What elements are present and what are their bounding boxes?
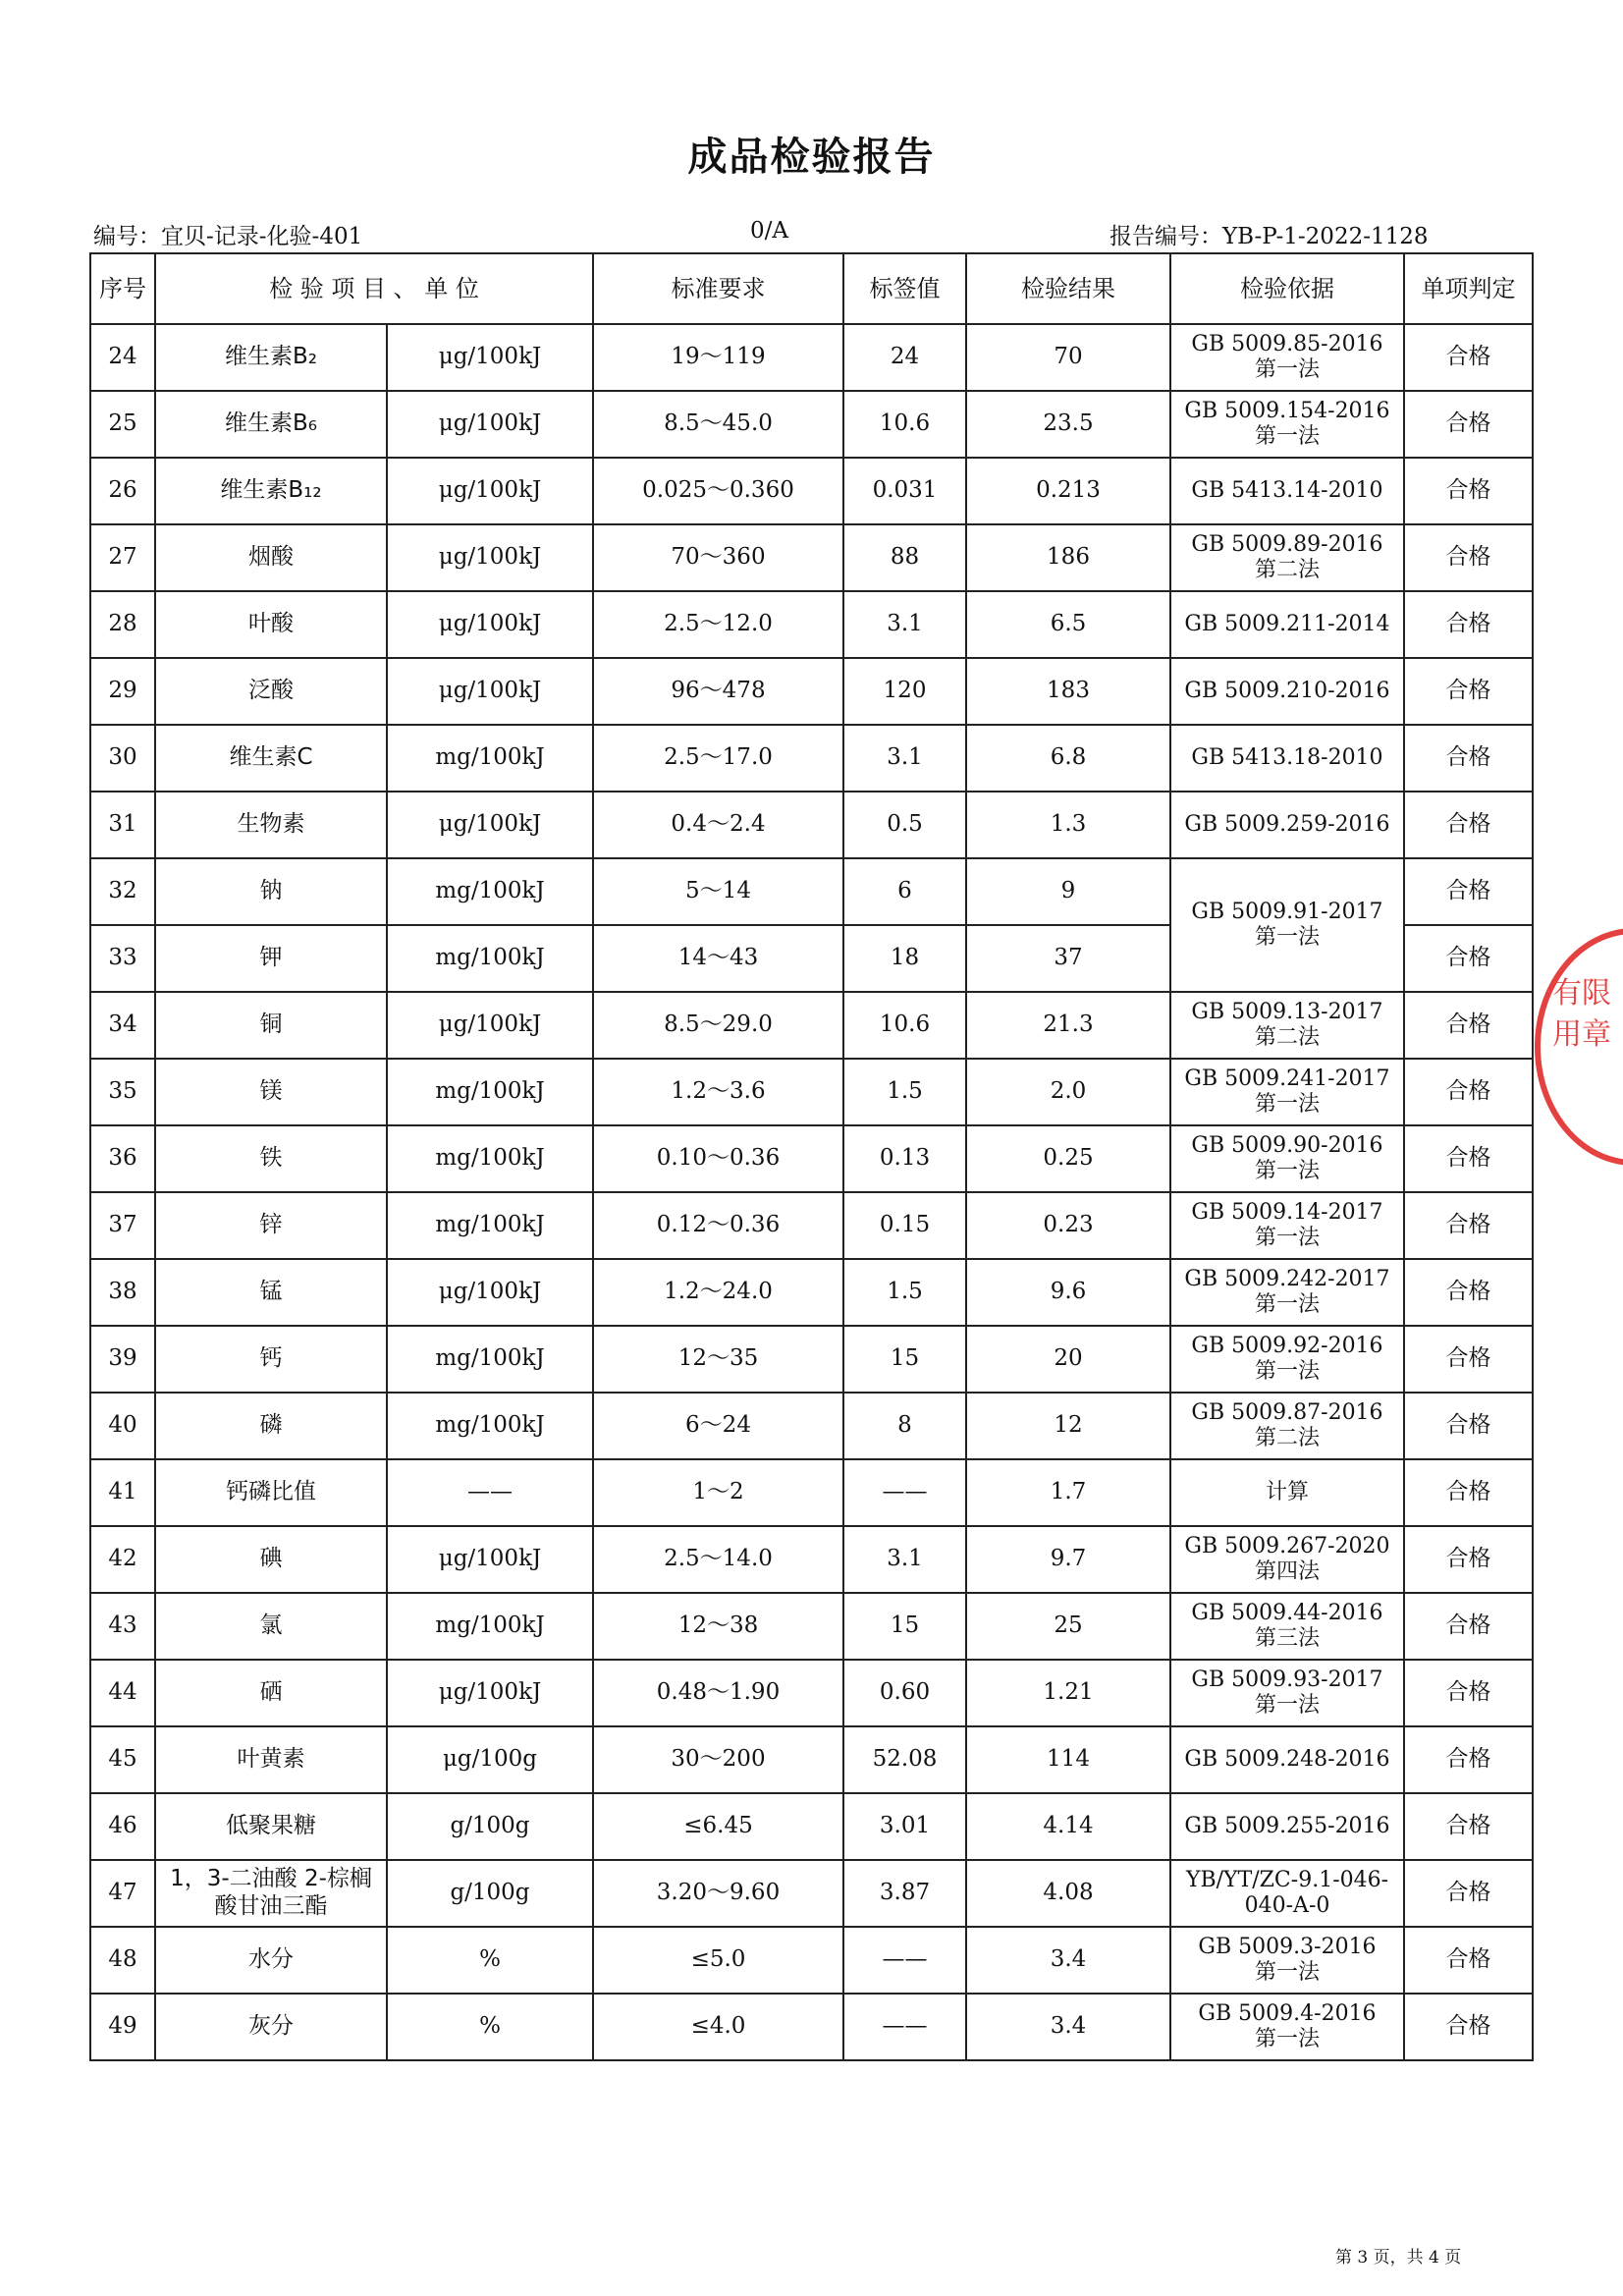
cell-seq: 33: [90, 925, 155, 992]
cell-result: 183: [966, 658, 1170, 725]
cell-item: 泛酸: [155, 658, 387, 725]
cell-unit: mg/100kJ: [387, 725, 593, 792]
cell-result: 4.08: [966, 1860, 1170, 1927]
cell-unit: mg/100kJ: [387, 1393, 593, 1459]
cell-item: 叶黄素: [155, 1726, 387, 1793]
basis-standard: GB 5009.255-2016: [1184, 1813, 1390, 1838]
cell-unit: μg/100kJ: [387, 524, 593, 591]
basis-method: 第一法: [1254, 1960, 1320, 1985]
cell-basis: [1170, 1526, 1404, 1593]
cell-unit: mg/100kJ: [387, 858, 593, 925]
cell-basis: [1170, 1393, 1404, 1459]
cell-seq: 41: [90, 1459, 155, 1526]
cell-standard: 12～35: [593, 1326, 843, 1393]
inspection-table: [89, 252, 1534, 2061]
table-row: [90, 1726, 1533, 1793]
basis-method: 第三法: [1254, 1626, 1320, 1651]
basis-method: 第二法: [1254, 558, 1320, 582]
basis-standard: GB 5009.241-2017: [1184, 1066, 1390, 1091]
basis-standard: GB 5009.85-2016: [1191, 331, 1383, 356]
cell-basis: [1170, 1192, 1404, 1259]
basis-method: 第二法: [1254, 1426, 1320, 1450]
table-row: [90, 591, 1533, 658]
cell-standard: 0.10～0.36: [593, 1125, 843, 1192]
cell-verdict: 合格: [1404, 591, 1533, 658]
cell-result: 114: [966, 1726, 1170, 1793]
cell-label-value: 1.5: [843, 1059, 966, 1125]
table-row: [90, 1393, 1533, 1459]
cell-label-value: 1.5: [843, 1259, 966, 1326]
cell-standard: 1.2～24.0: [593, 1259, 843, 1326]
cell-standard: 0.12～0.36: [593, 1192, 843, 1259]
cell-standard: 2.5～12.0: [593, 591, 843, 658]
cell-result: 6.5: [966, 591, 1170, 658]
cell-item: 维生素B₂: [155, 324, 387, 391]
cell-result: 0.25: [966, 1125, 1170, 1192]
cell-basis: [1170, 1793, 1404, 1860]
cell-label-value: 0.5: [843, 792, 966, 858]
cell-verdict: 合格: [1404, 792, 1533, 858]
cell-item: 叶酸: [155, 591, 387, 658]
table-row: [90, 1660, 1533, 1726]
cell-unit: ——: [387, 1459, 593, 1526]
cell-label-value: 18: [843, 925, 966, 992]
cell-verdict: 合格: [1404, 1726, 1533, 1793]
cell-item: 维生素C: [155, 725, 387, 792]
cell-standard: 3.20～9.60: [593, 1860, 843, 1927]
cell-result: 2.0: [966, 1059, 1170, 1125]
cell-verdict: 合格: [1404, 1994, 1533, 2060]
cell-basis: [1170, 1860, 1404, 1927]
cell-seq: 30: [90, 725, 155, 792]
cell-seq: 34: [90, 992, 155, 1059]
cell-standard: 70～360: [593, 524, 843, 591]
cell-item: 钙: [155, 1326, 387, 1393]
report-number: 报告编号：YB-P-1-2022-1128: [1109, 224, 1429, 249]
table-header-row: [90, 253, 1533, 324]
basis-method: 第一法: [1254, 1292, 1320, 1317]
basis-method: 第一法: [1254, 1693, 1320, 1718]
table-row: [90, 1927, 1533, 1994]
basis-standard: GB 5009.91-2017: [1191, 899, 1383, 924]
cell-standard: 30～200: [593, 1726, 843, 1793]
cell-basis: [1170, 658, 1404, 725]
cell-verdict: 合格: [1404, 1192, 1533, 1259]
basis-standard: YB/YT/ZC-9.1-046-: [1185, 1867, 1389, 1892]
cell-result: 9.7: [966, 1526, 1170, 1593]
basis-standard: GB 5009.93-2017: [1191, 1667, 1383, 1692]
cell-unit: %: [387, 1994, 593, 2060]
cell-label-value: 88: [843, 524, 966, 591]
header-item-unit: 检 验 项 目 、 单 位: [155, 253, 593, 324]
cell-basis: [1170, 1994, 1404, 2060]
table-row: [90, 658, 1533, 725]
cell-basis: [1170, 1927, 1404, 1994]
cell-result: 0.23: [966, 1192, 1170, 1259]
cell-result: 25: [966, 1593, 1170, 1660]
cell-verdict: 合格: [1404, 1793, 1533, 1860]
cell-result: 6.8: [966, 725, 1170, 792]
cell-unit: μg/100kJ: [387, 324, 593, 391]
cell-seq: 26: [90, 458, 155, 524]
cell-seq: 49: [90, 1994, 155, 2060]
cell-verdict: 合格: [1404, 858, 1533, 925]
cell-unit: μg/100kJ: [387, 591, 593, 658]
basis-standard: GB 5009.154-2016: [1184, 398, 1390, 423]
cell-verdict: 合格: [1404, 1393, 1533, 1459]
basis-standard: GB 5009.210-2016: [1184, 678, 1390, 703]
cell-seq: 32: [90, 858, 155, 925]
cell-standard: 6～24: [593, 1393, 843, 1459]
basis-standard: GB 5009.4-2016: [1198, 2000, 1377, 2026]
cell-basis: [1170, 1593, 1404, 1660]
cell-label-value: 120: [843, 658, 966, 725]
cell-seq: 24: [90, 324, 155, 391]
cell-basis: [1170, 1726, 1404, 1793]
cell-standard: 1～2: [593, 1459, 843, 1526]
table-row: [90, 1793, 1533, 1860]
cell-seq: 27: [90, 524, 155, 591]
cell-basis: [1170, 1259, 1404, 1326]
version: 0/A: [750, 218, 788, 244]
basis-standard: GB 5009.89-2016: [1191, 531, 1383, 557]
cell-label-value: 6: [843, 858, 966, 925]
header-standard: 标准要求: [593, 253, 843, 324]
cell-standard: 19～119: [593, 324, 843, 391]
cell-result: 9.6: [966, 1259, 1170, 1326]
cell-verdict: 合格: [1404, 992, 1533, 1059]
cell-verdict: 合格: [1404, 1459, 1533, 1526]
cell-seq: 45: [90, 1726, 155, 1793]
cell-unit: μg/100kJ: [387, 992, 593, 1059]
cell-standard: 2.5～17.0: [593, 725, 843, 792]
cell-result: 4.14: [966, 1793, 1170, 1860]
cell-unit: g/100g: [387, 1860, 593, 1927]
cell-verdict: 合格: [1404, 1660, 1533, 1726]
basis-standard: GB 5009.248-2016: [1184, 1746, 1390, 1772]
cell-item: 钠: [155, 858, 387, 925]
cell-verdict: 合格: [1404, 391, 1533, 458]
cell-label-value: 8: [843, 1393, 966, 1459]
basis-method: 040-A-0: [1244, 1893, 1330, 1918]
cell-item: 锰: [155, 1259, 387, 1326]
cell-item: 烟酸: [155, 524, 387, 591]
report-title: 成品检验报告: [687, 135, 936, 180]
cell-basis: [1170, 391, 1404, 458]
table-row: [90, 1125, 1533, 1192]
cell-result: 23.5: [966, 391, 1170, 458]
cell-item: 铁: [155, 1125, 387, 1192]
basis-standard: GB 5009.92-2016: [1191, 1333, 1383, 1358]
cell-item: 锌: [155, 1192, 387, 1259]
cell-seq: 35: [90, 1059, 155, 1125]
cell-seq: 42: [90, 1526, 155, 1593]
cell-seq: 39: [90, 1326, 155, 1393]
cell-result: 3.4: [966, 1994, 1170, 2060]
cell-standard: ≤4.0: [593, 1994, 843, 2060]
company-seal: [1535, 928, 1623, 1166]
basis-standard: GB 5009.14-2017: [1191, 1199, 1383, 1225]
cell-verdict: 合格: [1404, 1059, 1533, 1125]
header-result: 检验结果: [966, 253, 1170, 324]
cell-label-value: 0.15: [843, 1192, 966, 1259]
cell-result: 20: [966, 1326, 1170, 1393]
cell-result: 70: [966, 324, 1170, 391]
table-row: [90, 1526, 1533, 1593]
table-row: [90, 524, 1533, 591]
cell-item: 碘: [155, 1526, 387, 1593]
cell-label-value: 0.60: [843, 1660, 966, 1726]
cell-item: 水分: [155, 1927, 387, 1994]
cell-standard: 12～38: [593, 1593, 843, 1660]
cell-verdict: 合格: [1404, 1125, 1533, 1192]
cell-label-value: 3.1: [843, 591, 966, 658]
record-code: 编号：宜贝-记录-化验-401: [93, 224, 363, 249]
basis-standard: GB 5009.90-2016: [1191, 1132, 1383, 1158]
cell-result: 1.21: [966, 1660, 1170, 1726]
cell-verdict: 合格: [1404, 925, 1533, 992]
basis-method: 第一法: [1254, 1159, 1320, 1183]
cell-standard: 96～478: [593, 658, 843, 725]
basis-standard: GB 5009.3-2016: [1198, 1934, 1377, 1959]
cell-unit: mg/100kJ: [387, 1192, 593, 1259]
cell-item: 硒: [155, 1660, 387, 1726]
cell-item: 钾: [155, 925, 387, 992]
cell-label-value: 0.13: [843, 1125, 966, 1192]
cell-basis: [1170, 1459, 1404, 1526]
cell-unit: μg/100kJ: [387, 458, 593, 524]
basis-standard: GB 5413.14-2010: [1191, 477, 1383, 503]
table-row: [90, 1459, 1533, 1526]
cell-seq: 37: [90, 1192, 155, 1259]
cell-label-value: 52.08: [843, 1726, 966, 1793]
basis-method: 第一法: [1254, 1092, 1320, 1117]
basis-method: 第一法: [1254, 925, 1320, 950]
cell-basis: [1170, 1326, 1404, 1393]
basis-method: 第四法: [1254, 1559, 1320, 1584]
cell-unit: mg/100kJ: [387, 925, 593, 992]
table-row: [90, 1059, 1533, 1125]
basis-method: 第一法: [1254, 1226, 1320, 1250]
cell-label-value: ——: [843, 1459, 966, 1526]
cell-label-value: 10.6: [843, 391, 966, 458]
cell-verdict: 合格: [1404, 1860, 1533, 1927]
header-basis: 检验依据: [1170, 253, 1404, 324]
cell-item: 低聚果糖: [155, 1793, 387, 1860]
cell-unit: μg/100kJ: [387, 792, 593, 858]
cell-standard: ≤6.45: [593, 1793, 843, 1860]
cell-result: 9: [966, 858, 1170, 925]
cell-seq: 36: [90, 1125, 155, 1192]
table-row: [90, 324, 1533, 391]
cell-item: 生物素: [155, 792, 387, 858]
cell-basis: [1170, 458, 1404, 524]
basis-standard: GB 5009.211-2014: [1184, 611, 1390, 636]
cell-unit: g/100g: [387, 1793, 593, 1860]
cell-verdict: 合格: [1404, 1593, 1533, 1660]
cell-result: 0.213: [966, 458, 1170, 524]
page-footer: 第 3 页，共 4 页: [1335, 2248, 1462, 2268]
basis-method: 第一法: [1254, 2027, 1320, 2051]
table-row: [90, 1994, 1533, 2060]
table-row: [90, 725, 1533, 792]
cell-seq: 40: [90, 1393, 155, 1459]
basis-standard: GB 5009.259-2016: [1184, 811, 1390, 837]
cell-seq: 29: [90, 658, 155, 725]
table-row: [90, 792, 1533, 858]
cell-verdict: 合格: [1404, 725, 1533, 792]
cell-basis: [1170, 725, 1404, 792]
cell-label-value: ——: [843, 1994, 966, 2060]
cell-verdict: 合格: [1404, 658, 1533, 725]
table-row: [90, 1326, 1533, 1393]
basis-standard: GB 5009.13-2017: [1191, 999, 1383, 1024]
cell-label-value: 3.01: [843, 1793, 966, 1860]
cell-seq: 38: [90, 1259, 155, 1326]
cell-item: 1，3-二油酸 2-棕榈酸甘油三酯: [155, 1860, 387, 1927]
cell-basis: [1170, 591, 1404, 658]
cell-item: 氯: [155, 1593, 387, 1660]
cell-result: 21.3: [966, 992, 1170, 1059]
cell-item: 钙磷比值: [155, 1459, 387, 1526]
cell-unit: μg/100g: [387, 1726, 593, 1793]
table-row: [90, 391, 1533, 458]
cell-unit: μg/100kJ: [387, 658, 593, 725]
header-verdict: 单项判定: [1404, 253, 1533, 324]
cell-standard: 0.48～1.90: [593, 1660, 843, 1726]
cell-unit: μg/100kJ: [387, 1660, 593, 1726]
basis-standard: GB 5009.267-2020: [1184, 1533, 1390, 1558]
cell-item: 镁: [155, 1059, 387, 1125]
table-row: [90, 1860, 1533, 1927]
cell-standard: 2.5～14.0: [593, 1526, 843, 1593]
cell-unit: mg/100kJ: [387, 1125, 593, 1192]
cell-label-value: 15: [843, 1593, 966, 1660]
cell-result: 186: [966, 524, 1170, 591]
basis-standard: GB 5413.18-2010: [1191, 744, 1383, 770]
cell-seq: 31: [90, 792, 155, 858]
cell-standard: 0.025～0.360: [593, 458, 843, 524]
cell-verdict: 合格: [1404, 324, 1533, 391]
cell-verdict: 合格: [1404, 458, 1533, 524]
cell-basis: [1170, 1660, 1404, 1726]
cell-standard: 8.5～29.0: [593, 992, 843, 1059]
table-row: [90, 1192, 1533, 1259]
cell-result: 12: [966, 1393, 1170, 1459]
basis-method: 第一法: [1254, 424, 1320, 449]
cell-verdict: 合格: [1404, 1326, 1533, 1393]
cell-result: 37: [966, 925, 1170, 992]
cell-seq: 46: [90, 1793, 155, 1860]
basis-standard: GB 5009.242-2017: [1184, 1266, 1390, 1291]
table-row: [90, 1259, 1533, 1326]
basis-method: 第一法: [1254, 357, 1320, 382]
cell-basis: [1170, 1125, 1404, 1192]
cell-verdict: 合格: [1404, 524, 1533, 591]
cell-unit: μg/100kJ: [387, 1526, 593, 1593]
cell-item: 磷: [155, 1393, 387, 1459]
cell-label-value: 0.031: [843, 458, 966, 524]
cell-basis: [1170, 324, 1404, 391]
basis-standard: 计算: [1265, 1479, 1309, 1504]
cell-item: 铜: [155, 992, 387, 1059]
table-row: [90, 992, 1533, 1059]
cell-standard: 8.5～45.0: [593, 391, 843, 458]
basis-standard: GB 5009.44-2016: [1191, 1600, 1383, 1625]
cell-unit: mg/100kJ: [387, 1593, 593, 1660]
header-seq: 序号: [90, 253, 155, 324]
table-row: [90, 1593, 1533, 1660]
cell-label-value: ——: [843, 1927, 966, 1994]
cell-standard: 0.4～2.4: [593, 792, 843, 858]
seal-text: 有限用章: [1552, 976, 1611, 1052]
cell-seq: 47: [90, 1860, 155, 1927]
cell-label-value: 3.1: [843, 1526, 966, 1593]
cell-standard: 1.2～3.6: [593, 1059, 843, 1125]
basis-method: 第二法: [1254, 1025, 1320, 1050]
cell-label-value: 3.87: [843, 1860, 966, 1927]
cell-item: 维生素B₁₂: [155, 458, 387, 524]
cell-standard: ≤5.0: [593, 1927, 843, 1994]
cell-verdict: 合格: [1404, 1259, 1533, 1326]
cell-standard: 14～43: [593, 925, 843, 992]
header-label: 标签值: [843, 253, 966, 324]
cell-seq: 25: [90, 391, 155, 458]
cell-unit: μg/100kJ: [387, 391, 593, 458]
cell-basis: [1170, 792, 1404, 858]
table-row: [90, 858, 1533, 925]
cell-unit: %: [387, 1927, 593, 1994]
cell-standard: 5～14: [593, 858, 843, 925]
cell-seq: 48: [90, 1927, 155, 1994]
cell-seq: 44: [90, 1660, 155, 1726]
cell-basis: [1170, 524, 1404, 591]
cell-seq: 43: [90, 1593, 155, 1660]
cell-label-value: 3.1: [843, 725, 966, 792]
cell-label-value: 15: [843, 1326, 966, 1393]
cell-seq: 28: [90, 591, 155, 658]
cell-result: 1.3: [966, 792, 1170, 858]
cell-result: 3.4: [966, 1927, 1170, 1994]
cell-unit: μg/100kJ: [387, 1259, 593, 1326]
cell-result: 1.7: [966, 1459, 1170, 1526]
cell-basis: [1170, 1059, 1404, 1125]
basis-standard: GB 5009.87-2016: [1191, 1399, 1383, 1425]
cell-verdict: 合格: [1404, 1526, 1533, 1593]
cell-label-value: 10.6: [843, 992, 966, 1059]
cell-verdict: 合格: [1404, 1927, 1533, 1994]
cell-item: 灰分: [155, 1994, 387, 2060]
basis-method: 第一法: [1254, 1359, 1320, 1384]
cell-item: 维生素B₆: [155, 391, 387, 458]
cell-basis: [1170, 858, 1404, 992]
table-row: [90, 458, 1533, 524]
cell-label-value: 24: [843, 324, 966, 391]
cell-unit: mg/100kJ: [387, 1059, 593, 1125]
cell-unit: mg/100kJ: [387, 1326, 593, 1393]
cell-basis: [1170, 992, 1404, 1059]
